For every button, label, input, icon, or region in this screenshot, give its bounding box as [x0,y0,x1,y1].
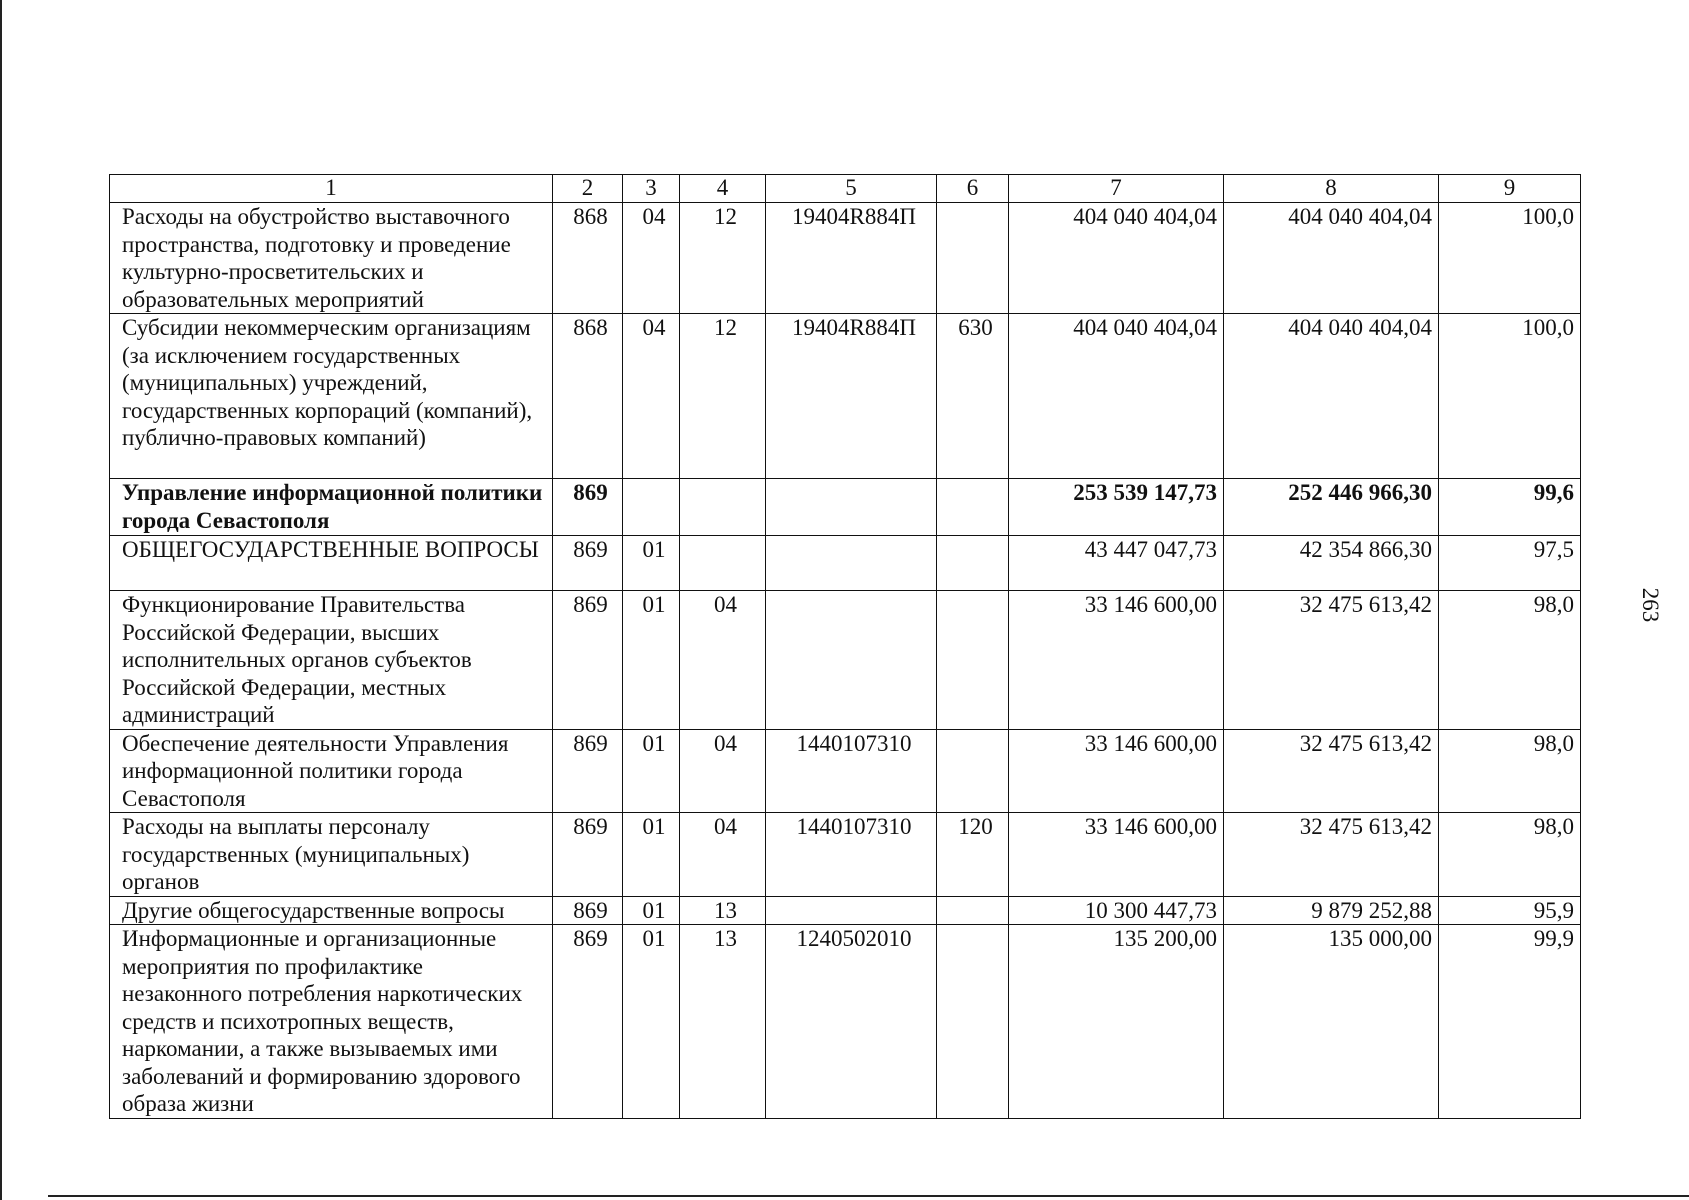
table-row [110,813,1581,897]
cell-planned: 33 146 600,00 [1009,813,1224,897]
row-description: Расходы на обустройство выставочного пространства, подготовку и проведение культурно-просветительских и образовательных мероприятий [110,203,553,314]
cell-executed: 404 040 404,04 [1224,203,1439,314]
cell-expense-type: 120 [937,813,1009,897]
cell-percent: 98,0 [1439,729,1581,813]
cell-subsection: 13 [680,896,766,925]
page-bottom-rule [48,1195,1689,1197]
cell-expense-type [937,536,1009,591]
cell-target-article [766,479,937,536]
header-cell-8: 8 [1224,175,1439,203]
cell-executed: 135 000,00 [1224,925,1439,1119]
cell-section: 01 [623,536,680,591]
cell-subsection: 04 [680,591,766,730]
cell-executed: 42 354 866,30 [1224,536,1439,591]
cell-executed: 32 475 613,42 [1224,813,1439,897]
cell-subsection: 12 [680,314,766,479]
cell-planned: 404 040 404,04 [1009,203,1224,314]
cell-executed: 32 475 613,42 [1224,591,1439,730]
cell-subsection: 12 [680,203,766,314]
cell-expense-type: 630 [937,314,1009,479]
cell-expense-type [937,591,1009,730]
cell-target-article: 19404R884П [766,314,937,479]
cell-section: 01 [623,813,680,897]
cell-expense-type [937,479,1009,536]
cell-admin-code: 869 [553,536,623,591]
cell-percent: 97,5 [1439,536,1581,591]
cell-expense-type [937,925,1009,1119]
cell-executed: 32 475 613,42 [1224,729,1439,813]
cell-admin-code: 869 [553,925,623,1119]
page-left-edge [0,0,2,1200]
header-cell-3: 3 [623,175,680,203]
cell-section: 04 [623,314,680,479]
cell-planned: 33 146 600,00 [1009,729,1224,813]
cell-planned: 43 447 047,73 [1009,536,1224,591]
table-row [110,314,1581,479]
row-description: ОБЩЕГОСУДАРСТВЕННЫЕ ВОПРОСЫ [110,536,553,591]
header-cell-6: 6 [937,175,1009,203]
cell-percent: 100,0 [1439,314,1581,479]
cell-percent: 99,6 [1439,479,1581,536]
cell-planned: 10 300 447,73 [1009,896,1224,925]
cell-target-article [766,896,937,925]
cell-target-article [766,536,937,591]
header-cell-9: 9 [1439,175,1581,203]
cell-planned: 253 539 147,73 [1009,479,1224,536]
table-row [110,729,1581,813]
cell-percent: 100,0 [1439,203,1581,314]
cell-target-article: 1240502010 [766,925,937,1119]
cell-planned: 404 040 404,04 [1009,314,1224,479]
cell-subsection: 04 [680,729,766,813]
cell-target-article [766,591,937,730]
header-row [110,175,1581,203]
cell-admin-code: 868 [553,203,623,314]
cell-target-article: 19404R884П [766,203,937,314]
table-row [110,925,1581,1119]
header-cell-5: 5 [766,175,937,203]
cell-subsection: 13 [680,925,766,1119]
cell-section: 01 [623,591,680,730]
cell-executed: 404 040 404,04 [1224,314,1439,479]
cell-planned: 33 146 600,00 [1009,591,1224,730]
table-row [110,896,1581,925]
cell-admin-code: 869 [553,896,623,925]
header-cell-4: 4 [680,175,766,203]
cell-percent: 98,0 [1439,591,1581,730]
cell-subsection: 04 [680,813,766,897]
row-description: Обеспечение деятельности Управления информационной политики города Севастополя [110,729,553,813]
budget-table [109,174,1581,1119]
cell-admin-code: 869 [553,591,623,730]
cell-target-article: 1440107310 [766,813,937,897]
cell-admin-code: 868 [553,314,623,479]
cell-planned: 135 200,00 [1009,925,1224,1119]
cell-subsection [680,536,766,591]
header-cell-7: 7 [1009,175,1224,203]
table-row [110,591,1581,730]
cell-admin-code: 869 [553,479,623,536]
row-description: Субсидии некоммерческим организациям (за исключением государственных (муниципальных) учреждений, государственных корпораций (компаний), публично-правовых компаний) [110,314,553,479]
cell-section: 01 [623,729,680,813]
cell-section [623,479,680,536]
cell-expense-type [937,203,1009,314]
row-description: Информационные и организационные мероприятия по профилактике незаконного потребления наркотических средств и психотропных веществ, наркомании, а также вызываемых ими заболеваний и формированию здорового образа жизни [110,925,553,1119]
cell-expense-type [937,729,1009,813]
cell-admin-code: 869 [553,813,623,897]
cell-expense-type [937,896,1009,925]
cell-percent: 98,0 [1439,813,1581,897]
cell-section: 01 [623,925,680,1119]
cell-admin-code: 869 [553,729,623,813]
cell-section: 01 [623,896,680,925]
header-cell-2: 2 [553,175,623,203]
cell-target-article: 1440107310 [766,729,937,813]
cell-percent: 99,9 [1439,925,1581,1119]
row-description: Функционирование Правительства Российской Федерации, высших исполнительных органов субъектов Российской Федерации, местных администраций [110,591,553,730]
header-cell-1: 1 [110,175,553,203]
cell-executed: 9 879 252,88 [1224,896,1439,925]
table-row [110,479,1581,536]
cell-executed: 252 446 966,30 [1224,479,1439,536]
row-description: Управление информационной политики города Севастополя [110,479,553,536]
row-description: Другие общегосударственные вопросы [110,896,553,925]
table-row [110,536,1581,591]
cell-percent: 95,9 [1439,896,1581,925]
page-number: 263 [1638,587,1663,623]
row-description: Расходы на выплаты персоналу государственных (муниципальных) органов [110,813,553,897]
table-row [110,203,1581,314]
cell-subsection [680,479,766,536]
cell-section: 04 [623,203,680,314]
